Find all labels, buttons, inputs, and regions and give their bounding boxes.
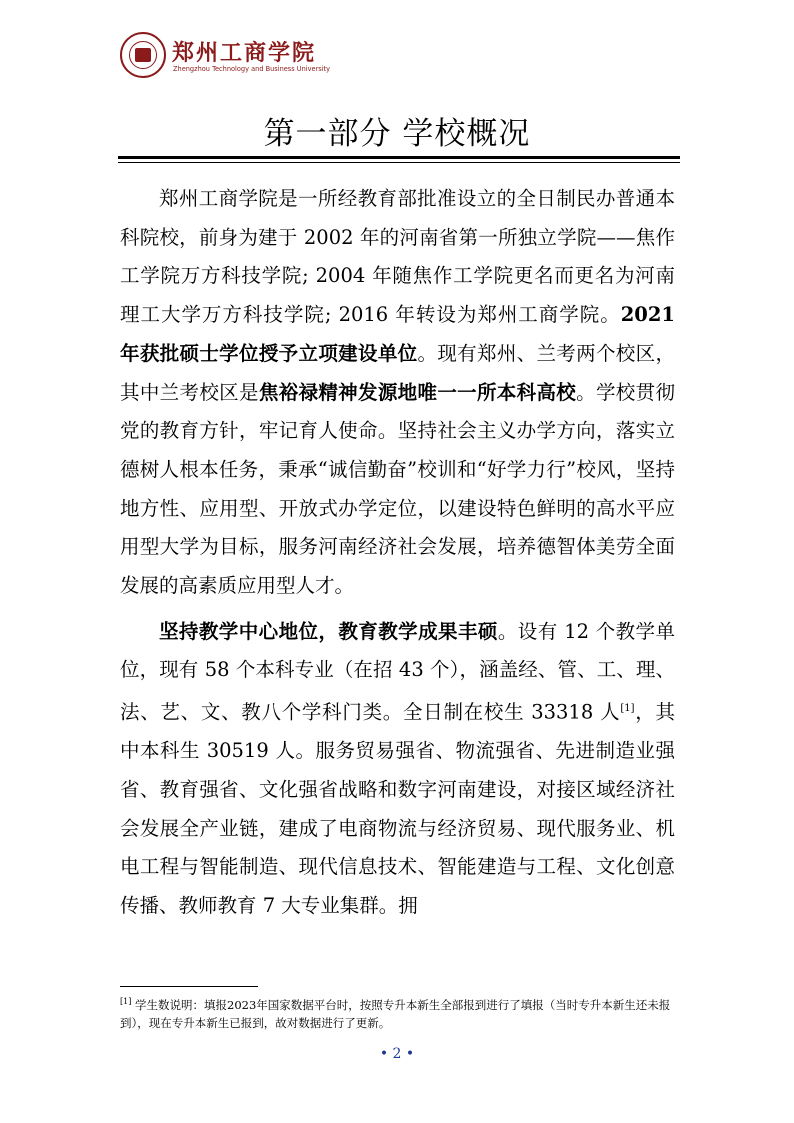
logo-text: 郑州工商学院 — [172, 40, 317, 66]
title-rule-thick — [118, 156, 680, 159]
paragraph-2: 坚持教学中心地位，教育教学成果丰硕。设有 12 个教学单位，现有 58 个本科专业（在招 43 个），涵盖经、管、工、理、法、艺、文、教八个学科门类。全日制在校生 33318 人[1]，其中本科生 30519 人。服务贸易强省、物流强省、先进制造业强省、教育强省、文化强省战略和数字河南建设，对接区域经济社会发展全产业链，建成了电商物流与经济贸易、现代服务业、机电工程与智能制造、现代信息技术、智能建造与工程、文化创意传播、教师教育 7 大专业集群。拥 — [120, 619, 675, 918]
footnote-reference[interactable]: [1] — [620, 703, 635, 715]
page-number: • 2 • — [379, 1046, 415, 1062]
university-seal-icon — [120, 32, 166, 78]
body-text — [120, 180, 675, 933]
paragraph-1: 郑州工商学院是一所经教育部批准设立的全日制民办普通本科院校，前身为建于 2002 年的河南省第一所独立学院——焦作工学院万方科技学院; 2004 年随焦作工学院更名而更名为河南理工大学万方科技学院; 2016 年转设为郑州工商学院。2021 年获批硕士学位授予立项建设单位。现有郑州、兰考两个校区，其中兰考校区是焦裕禄精神发源地唯一一所本科高校。学校贯彻党的教育方针，牢记育人使命。坚持社会主义办学方向，落实立德树人根本任务，秉承“诚信勤奋”校训和“好学力行”校风，坚持地方性、应用型、开放式办学定位，以建设特色鲜明的高水平应用型大学为目标，服务河南经济社会发展，培养德智体美劳全面发展的高素质应用型人才。 — [120, 187, 675, 598]
footnote-marker: [1] — [120, 997, 132, 1006]
bold-phrase: 2021 年获批硕士学位授予立项建设单位 — [120, 303, 675, 365]
footnote-divider — [120, 986, 258, 987]
footnote — [120, 993, 675, 1032]
footnote-text: 学生数说明：填报2023年国家数据平台时，按照专升本新生全部报到进行了填报（当时专升本新生还未报到），现在专升本新生已报到，故对数据进行了更新。 — [120, 997, 671, 1030]
title-rule-thin — [118, 162, 680, 163]
bold-phrase: 坚持教学中心地位，教育教学成果丰硕 — [159, 619, 498, 643]
page-title: 第一部分 学校概况 — [263, 116, 531, 152]
bold-phrase: 焦裕禄精神发源地唯一一所本科高校 — [258, 380, 577, 404]
logo-english-text: Zhengzhou Technology and Business University — [173, 65, 331, 73]
